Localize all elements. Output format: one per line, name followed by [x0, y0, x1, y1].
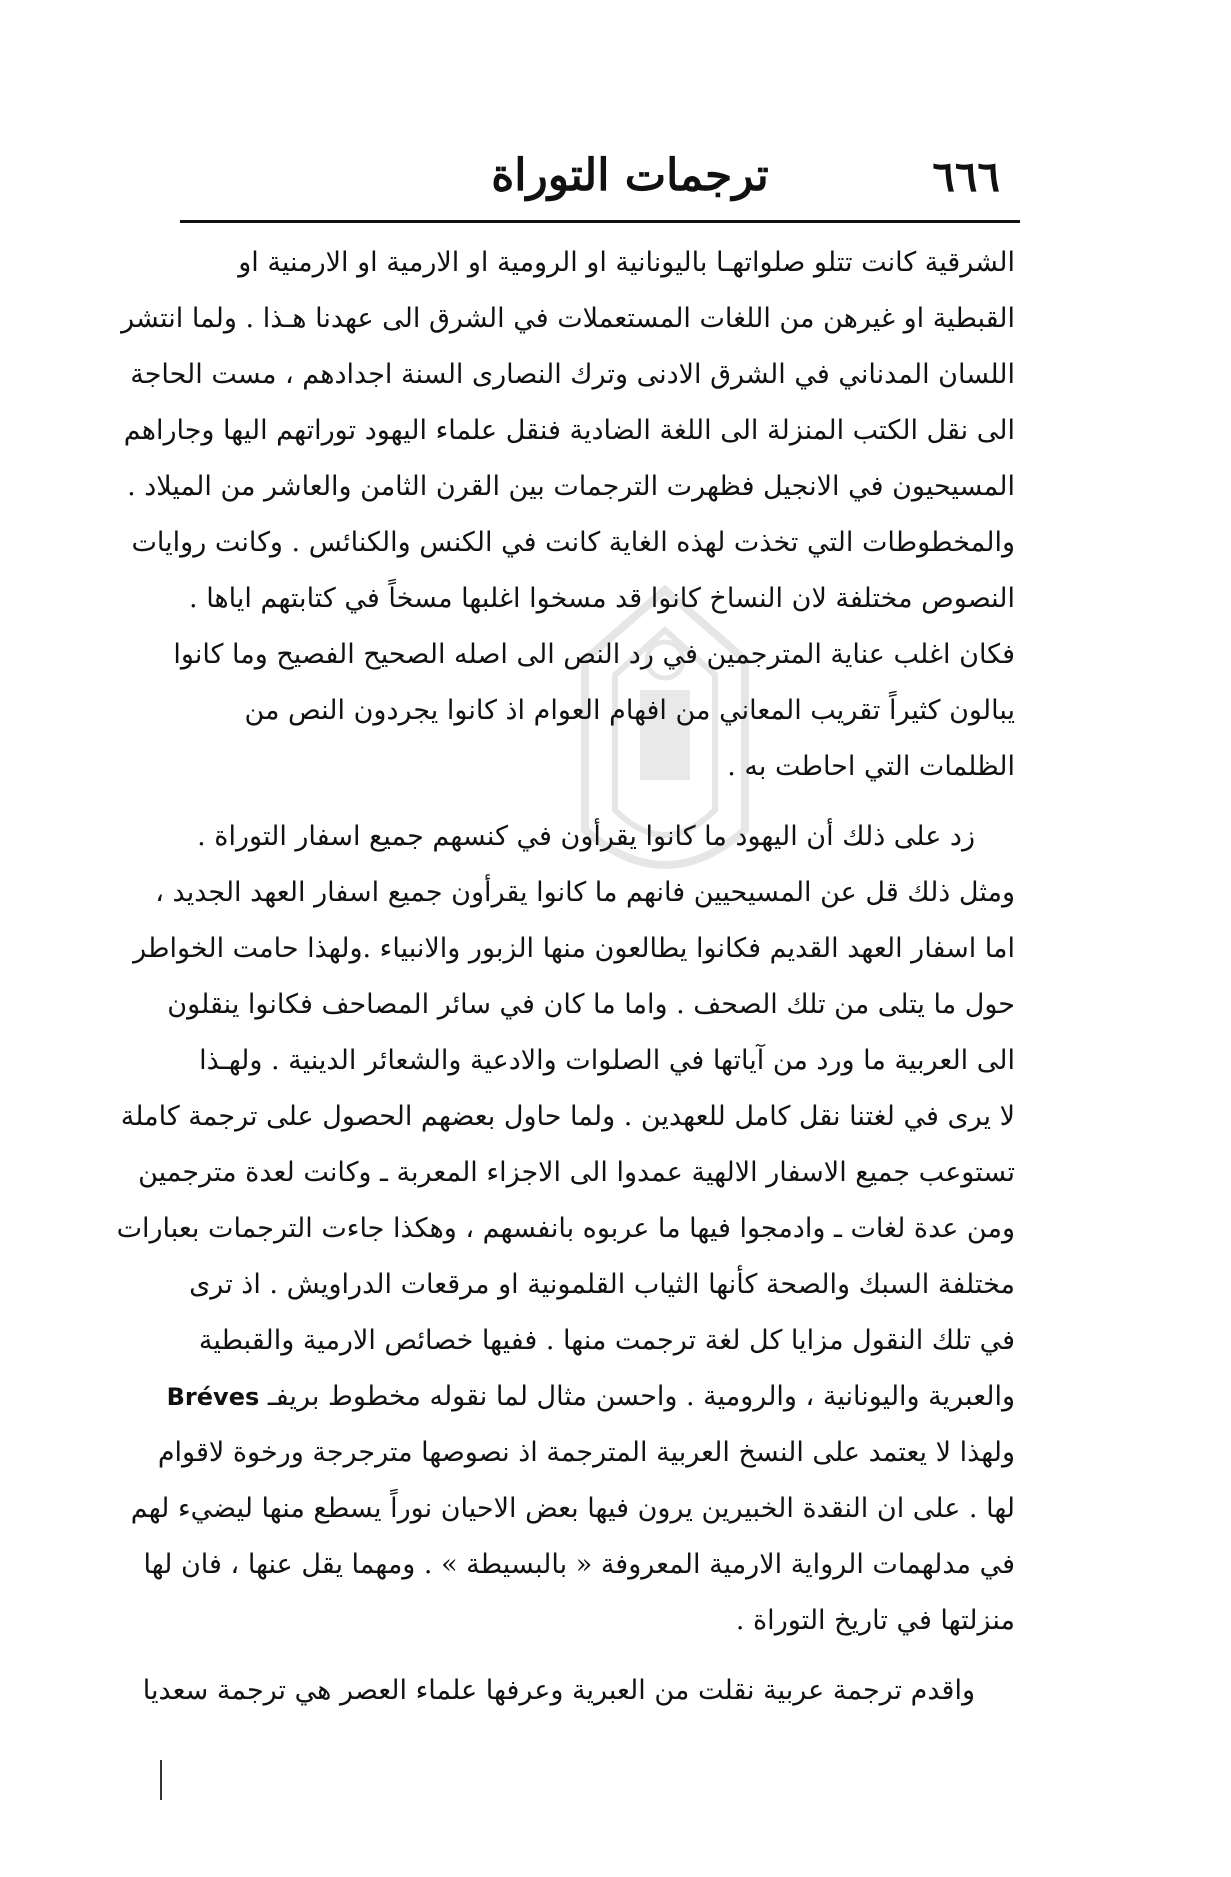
text-line-11: زد على ذلك أن اليهود ما كانوا يقرأون في كنسهم جميع اسفار التوراة .	[197, 821, 975, 852]
text-line-21	[166, 1369, 1015, 1425]
text-line-24: في مدلهمات الرواية الارمية المعروفة « بالبسيطة » . ومهما يقل عنها ، فان لها	[143, 1549, 1015, 1580]
page-header	[180, 150, 1020, 210]
page-number: ٦٦٦	[932, 152, 1000, 201]
text-line-22: ولهذا لا يعتمد على النسخ العربية المترجمة اذ نصوصها مترجرجة ورخوة لاقوام	[157, 1437, 1015, 1468]
header-rule	[180, 220, 1020, 223]
running-title: ترجمات التوراة	[491, 150, 769, 201]
text-line-10: الظلمات التي احاطت به .	[727, 751, 1015, 782]
text-line-19: مختلفة السبك والصحة كأنها الثياب القلمونية او مرقعات الدراويش . اذ ترى	[189, 1269, 1015, 1300]
text-line-23: لها . على ان النقدة الخبيرين يرون فيها بعض الاحيان نوراً يسطع منها ليضيء لهم	[130, 1493, 1015, 1524]
text-line-15: الى العربية ما ورد من آياتها في الصلوات والادعية والشعائر الدينية . ولهـذا	[199, 1045, 1015, 1076]
margin-mark	[160, 1760, 162, 1800]
text-line-14: حول ما يتلى من تلك الصحف . واما ما كان في سائر المصاحف فكانوا ينقلون	[167, 989, 1015, 1020]
text-line-17: تستوعب جميع الاسفار الالهية عمدوا الى الاجزاء المعربة ـ وكانت لعدة مترجمين	[138, 1157, 1015, 1188]
text-line-2: القبطية او غيرهن من اللغات المستعملات في الشرق الى عهدنا هـذا . ولما انتشر	[121, 303, 1015, 334]
latin-word: Bréves	[166, 1383, 260, 1411]
text-line-20: في تلك النقول مزايا كل لغة ترجمت منها . ففيها خصائص الارمية والقبطية	[198, 1325, 1015, 1356]
text-line-9: يبالون كثيراً تقريب المعاني من افهام العوام اذ كانوا يجردون النص من	[244, 695, 1015, 726]
text-line-26: واقدم ترجمة عربية نقلت من العبرية وعرفها علماء العصر هي ترجمة سعديا	[142, 1675, 975, 1706]
text-line-12: ومثل ذلك قل عن المسيحيين فانهم ما كانوا يقرأون جميع اسفار العهد الجديد ،	[155, 877, 1015, 908]
text-line-3: اللسان المدناني في الشرق الادنى وترك النصارى السنة اجدادهم ، مست الحاجة	[130, 359, 1015, 390]
text-line-8: فكان اغلب عناية المترجمين في رد النص الى اصله الصحيح الفصيح وما كانوا	[173, 639, 1015, 670]
paragraph-gap	[195, 795, 1015, 809]
text-line-6: والمخطوطات التي تخذت لهذه الغاية كانت في الكنس والكنائس . وكانت روايات	[131, 527, 1015, 558]
text-line-18: ومن عدة لغات ـ وادمجوا فيها ما عربوه بانفسهم ، وهكذا جاءت الترجمات بعبارات	[116, 1213, 1015, 1244]
text-line-7: النصوص مختلفة لان النساخ كانوا قد مسخوا اغلبها مسخاً في كتابتهم اياها .	[189, 583, 1015, 614]
body-text	[116, 235, 1015, 1719]
paragraph-gap-2	[195, 1649, 1015, 1663]
text-line-4: الى نقل الكتب المنزلة الى اللغة الضادية فنقل علماء اليهود توراتهم اليها وجاراهم	[123, 415, 1015, 446]
text-line-16: لا يرى في لغتنا نقل كامل للعهدين . ولما حاول بعضهم الحصول على ترجمة كاملة	[120, 1101, 1015, 1132]
text-line-5: المسيحيون في الانجيل فظهرت الترجمات بين القرن الثامن والعاشر من الميلاد .	[127, 471, 1015, 502]
text-line-25: منزلتها في تاريخ التوراة .	[735, 1605, 1015, 1636]
text-line-13: اما اسفار العهد القديم فكانوا يطالعون منها الزبور والانبياء .ولهذا حامت الخواطر	[133, 933, 1015, 964]
text-line-21-arabic: والعبرية واليونانية ، والرومية . واحسن مثال لما نقوله مخطوط بريفـ	[267, 1381, 1015, 1412]
text-line-1: الشرقية كانت تتلو صلواتهـا باليونانية او الرومية او الارمية او الارمنية او	[238, 247, 1015, 278]
